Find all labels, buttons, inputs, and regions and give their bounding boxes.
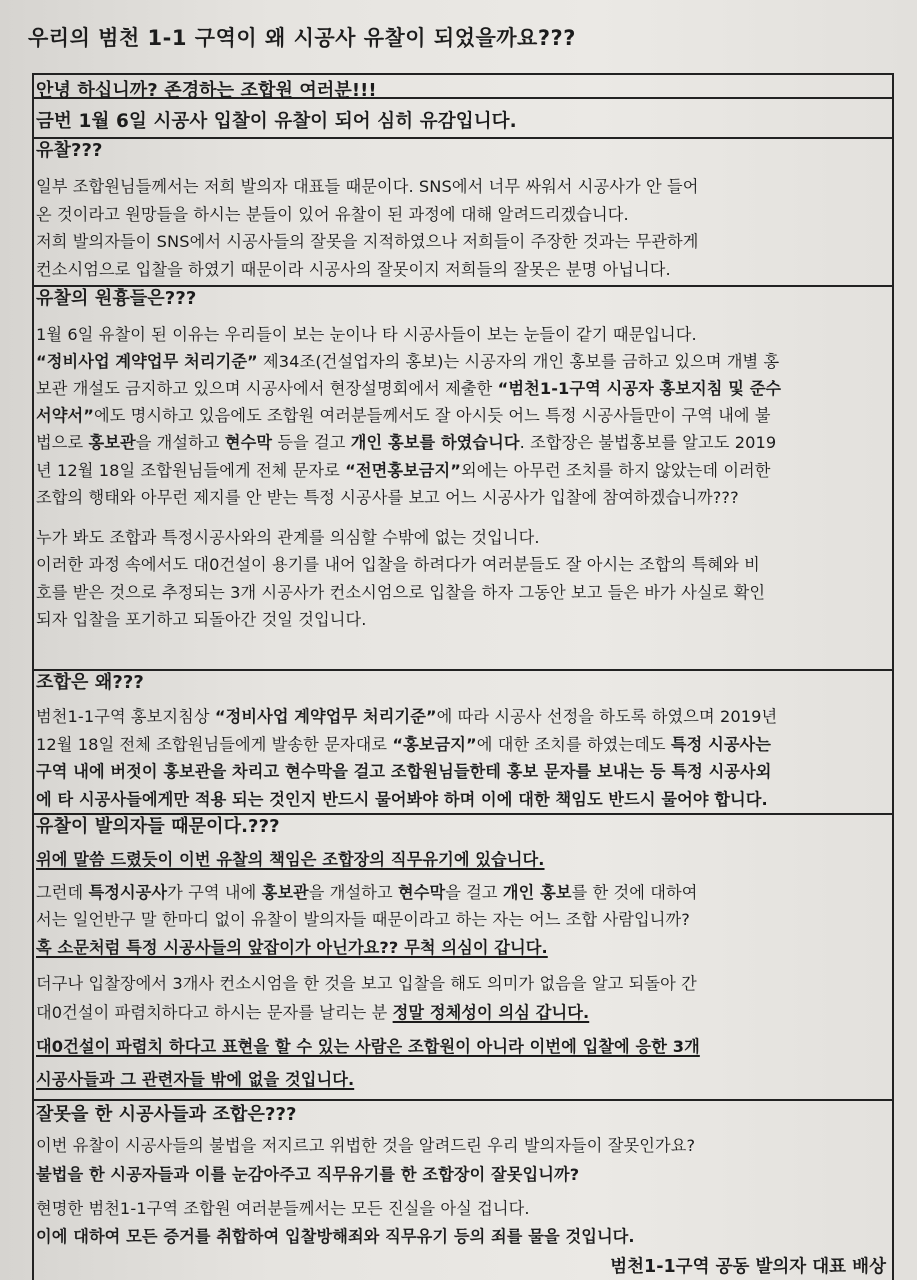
text-run: 에 대한 조치를 하였는데도 — [476, 735, 671, 754]
paragraph-line: 1월 6일 유찰이 된 이유는 우리들이 보는 눈이나 타 시공사들이 보는 눈들이 같기 때문입니다. — [36, 325, 697, 344]
paragraph-line: 시공사들과 그 관련자들 밖에 없을 것입니다. — [36, 1070, 355, 1089]
paragraph-line: 에 타 시공사들에게만 적용 되는 것인지 반드시 물어봐야 하며 이에 대한 책임도 반드시 물어야 합니다. — [36, 790, 768, 809]
text-run: 에도 명시하고 있음에도 조합원 여러분들께서도 잘 아시듯 어느 특정 시공사들만이 구역 내에 불 — [93, 406, 771, 425]
section-cause — [34, 287, 892, 671]
text-run: 가 구역 내에 — [167, 883, 262, 902]
text-run: 을 걸고 — [445, 883, 503, 902]
section-wrong — [34, 1101, 892, 1280]
paragraph-line: 더구나 입찰장에서 3개사 컨소시엄을 한 것을 보고 입찰을 해도 의미가 없음을 알고 되돌아 간 — [36, 974, 697, 993]
paragraph-line: 호를 받은 것으로 추정되는 3개 시공사가 컨소시엄으로 입찰을 하자 그동안 보고 들은 바가 사실로 확인 — [36, 583, 766, 602]
emphasis-text: 개인 홍보 — [502, 883, 572, 902]
paragraph-line: 이에 대하여 모든 증거를 취합하여 입찰방해죄와 직무유기 등의 죄를 물을 것입니다. — [36, 1227, 635, 1246]
section-heading: 유찰이 발의자들 때문이다.??? — [36, 816, 280, 837]
paragraph-line: 조합의 행태와 아무런 제지를 안 받는 특정 시공사를 보고 어느 시공사가 입찰에 참여하겠습니까??? — [36, 488, 739, 507]
paragraph-line — [36, 879, 698, 903]
paragraph-line — [36, 402, 771, 426]
emphasis-text: “정비사업 계약업무 처리기준” — [36, 352, 258, 371]
paragraph-line: 구역 내에 버젓이 홍보관을 차리고 현수막을 걸고 조합원님들한테 홍보 문자를 보내는 등 특정 시공사외 — [36, 762, 772, 781]
emphasis-text: 개인 홍보를 하였습니다 — [350, 433, 520, 452]
paragraph-line: 대0건설이 파렴치 하다고 표현을 할 수 있는 사람은 조합원이 아니라 이번에 입찰에 응한 3개 — [36, 1037, 700, 1056]
text-run: 를 한 것에 대하여 — [571, 883, 698, 902]
paragraph-line: 되자 입찰을 포기하고 되돌아간 것일 것입니다. — [36, 610, 367, 629]
text-run: 외에는 아무런 조치를 하지 않았는데 이러한 — [461, 461, 771, 480]
section-heading: 유찰??? — [36, 140, 103, 161]
section-heading: 조합은 왜??? — [36, 672, 144, 693]
paragraph-line: 이번 유찰이 시공사들의 불법을 저지르고 위법한 것을 알려드린 우리 발의자들이 잘못인가요? — [36, 1136, 696, 1155]
greeting-section — [34, 75, 892, 99]
paragraph-line — [36, 348, 779, 372]
text-run: 제34조(건설업자의 홍보)는 시공자의 개인 홍보를 금하고 있으며 개별 홍 — [257, 352, 780, 371]
section-heading: 잘못을 한 시공사들과 조합은??? — [36, 1104, 297, 1125]
emphasis-text: 홍보관 — [88, 433, 136, 452]
emphasis-text: “전면홍보금지” — [345, 461, 462, 480]
text-run: 등을 걸고 — [272, 433, 351, 452]
paragraph-line: 서는 일언반구 말 한마디 없이 유찰이 발의자들 때문이라고 하는 자는 어느 조합 사람입니까? — [36, 910, 690, 929]
text-run: 범천1-1구역 홍보지침상 — [36, 707, 215, 726]
text-run: . 조합장은 불법홍보를 알고도 2019 — [519, 433, 777, 452]
emphasis-text: 현수막 — [224, 433, 273, 452]
paragraph-line: 일부 조합원님들께서는 저희 발의자 대표들 때문이다. SNS에서 너무 싸워서 시공사가 안 들어 — [36, 177, 699, 196]
text-run: 보관 개설도 금지하고 있으며 시공사에서 현장설명회에서 제출한 — [36, 379, 498, 398]
text-run: 그런데 — [36, 883, 89, 902]
emphasis-text: “홍보금지” — [392, 735, 477, 754]
paragraph-line — [36, 457, 771, 481]
paragraph-line: 혹 소문처럼 특정 시공사들의 앞잡이가 아닌가요?? 무척 의심이 갑니다. — [36, 938, 548, 957]
emphasis-text: 특정시공사 — [88, 883, 168, 902]
text-run: 대0건설이 파렴치하다고 하시는 문자를 날리는 분 — [36, 1003, 393, 1022]
paragraph-line — [36, 731, 771, 755]
paragraph-line — [36, 703, 777, 727]
paragraph-line: 이러한 과정 속에서도 대0건설이 용기를 내어 입찰을 하려다가 여러분들도 잘 아시는 조합의 특혜와 비 — [36, 555, 760, 574]
paragraph-line: 누가 봐도 조합과 특정시공사와의 관계를 의심할 수밖에 없는 것입니다. — [36, 528, 540, 547]
greeting-notice-section — [34, 99, 892, 139]
signature-line: 범천1-1구역 공동 발의자 대표 배상 — [610, 1257, 886, 1277]
text-run: 년 12월 18일 조합원님들에게 전체 문자로 — [36, 461, 346, 480]
section-union — [34, 671, 892, 815]
paragraph-line — [36, 429, 776, 453]
emphasis-text: “범천1-1구역 시공자 홍보지침 및 준수 — [497, 379, 782, 398]
paragraph-line: 위에 말씀 드렸듯이 이번 유찰의 책임은 조합장의 직무유기에 있습니다. — [36, 850, 545, 869]
paragraph-line — [36, 999, 589, 1023]
section-yuchal — [34, 139, 892, 287]
emphasis-text: 홍보관 — [261, 883, 309, 902]
text-run: 법으로 — [36, 433, 89, 452]
emphasis-text: 서약서” — [36, 406, 94, 425]
greeting-line: 안녕 하십니까? 존경하는 조합원 여러분!!! — [36, 80, 377, 101]
page-title: 우리의 범천 1-1 구역이 왜 시공사 유찰이 되었을까요??? — [28, 26, 576, 50]
emphasis-text: 특정 시공사는 — [670, 735, 772, 754]
text-run: 을 개설하고 — [135, 433, 225, 452]
text-run: 에 따라 시공사 선정을 하도록 하였으며 2019년 — [436, 707, 778, 726]
paragraph-line — [36, 375, 781, 399]
content-frame — [32, 73, 894, 1280]
section-proposers — [34, 815, 892, 1101]
section-heading: 유찰의 원흉들은??? — [36, 288, 197, 309]
paragraph-line: 온 것이라고 원망들을 하시는 분들이 있어 유찰이 된 과정에 대해 알려드리겠습니다. — [36, 205, 629, 224]
paragraph-line: 불법을 한 시공자들과 이를 눈감아주고 직무유기를 한 조합장이 잘못입니까? — [36, 1165, 580, 1184]
text-run: 을 개설하고 — [308, 883, 398, 902]
paragraph-line: 현명한 범천1-1구역 조합원 여러분들께서는 모든 진실을 아실 겁니다. — [36, 1199, 530, 1218]
paragraph-line: 컨소시엄으로 입찰을 하였기 때문이라 시공사의 잘못이지 저희들의 잘못은 분명 아닙니다. — [36, 260, 671, 279]
emphasis-text: 정말 정체성이 의심 갑니다. — [392, 1003, 590, 1022]
emphasis-text: 현수막 — [397, 883, 446, 902]
paragraph-line: 저희 발의자들이 SNS에서 시공사들의 잘못을 지적하였으나 저희들이 주장한 것과는 무관하게 — [36, 232, 699, 251]
emphasis-text: “정비사업 계약업무 처리기준” — [214, 707, 437, 726]
text-run: 12월 18일 전체 조합원님들에게 발송한 문자대로 — [36, 735, 393, 754]
greeting-notice: 금번 1월 6일 시공사 입찰이 유찰이 되어 심히 유감입니다. — [36, 111, 517, 132]
